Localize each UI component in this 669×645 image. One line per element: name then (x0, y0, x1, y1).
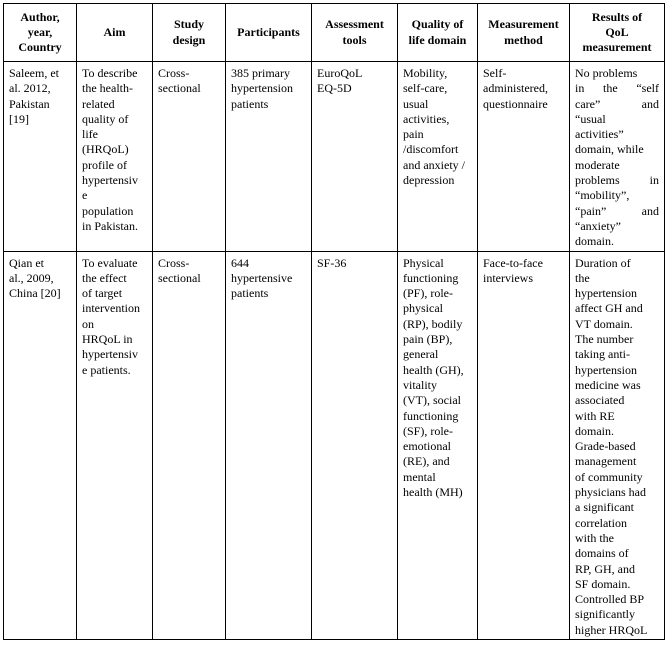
cell-tools (312, 251, 398, 639)
cell-text-line: Mobility, (403, 66, 448, 80)
column-header-line: Assessment (325, 17, 384, 32)
column-header-line: Quality of (411, 17, 464, 32)
table-row (4, 251, 665, 639)
cell-text-line: al., 2009, (9, 270, 54, 285)
cell-text-line: hypertension (231, 81, 293, 96)
cell-text-line: patients (231, 96, 269, 111)
cell-text-line: functioning (403, 270, 459, 285)
cell-text-line: with RE (575, 408, 615, 423)
column-header-results (570, 4, 665, 62)
cell-author (4, 62, 77, 252)
cell-domain (398, 251, 478, 639)
cell-text-line: general (403, 347, 439, 362)
cell-text-line: (HRQoL) (82, 142, 129, 157)
cell-text-line: taking anti- (575, 347, 630, 362)
cell-text-line: /discomfort (403, 142, 459, 157)
column-header-aim (77, 4, 153, 62)
cell-text-line: Self- (483, 66, 507, 80)
cell-text-line: China [20] (9, 286, 61, 301)
cell-text-line: depression (403, 173, 455, 188)
cell-text-line: Saleem, et (9, 66, 59, 80)
cell-text-line: associated (575, 393, 625, 408)
cell-text-line: emotional (403, 439, 451, 454)
cell-text-line: RP, GH, and (575, 561, 636, 576)
cell-text-line: higher HRQoL (575, 622, 648, 637)
column-header-line: year, (27, 24, 53, 39)
cell-text-line: hypertensiv (82, 173, 138, 188)
column-header-line: Results of (591, 9, 643, 24)
column-header-line: life domain (408, 32, 467, 47)
cell-text-line: EuroQoL (317, 66, 363, 80)
cell-text-line: care” and (575, 96, 659, 111)
column-header-method (478, 4, 570, 62)
cell-text-line: 644 (231, 255, 249, 270)
cell-text-line: affect GH and (575, 301, 643, 316)
cell-text-line: of target (82, 286, 123, 301)
cell-text-line: Qian et (9, 255, 44, 270)
cell-text-line: Physical (403, 255, 444, 270)
column-header-line: Study (173, 17, 205, 32)
cell-text-line: The number (575, 332, 634, 347)
cell-text-line: al. 2012, (9, 81, 51, 96)
column-header-line: method (504, 32, 543, 47)
cell-text-line: administered, (483, 81, 548, 96)
cell-text-line: VT domain. (575, 316, 633, 331)
cell-text-line: (VT), social (403, 393, 461, 408)
cell-text-line: “usual (575, 111, 606, 126)
literature-review-table (3, 3, 665, 640)
cell-text-line: hypertension (575, 362, 637, 377)
cell-results (570, 62, 665, 252)
cell-text-line: significantly (575, 607, 635, 622)
cell-text-line: management (575, 454, 637, 469)
cell-participants (226, 251, 312, 639)
column-header-line: Aim (103, 24, 126, 39)
cell-text-line: on (82, 316, 94, 331)
cell-text-line: related (82, 96, 115, 111)
column-header-domain (398, 4, 478, 62)
cell-text-line: and anxiety / (403, 157, 465, 172)
cell-text-line: activities, (403, 111, 450, 126)
cell-text-line: medicine was (575, 377, 641, 392)
column-header-line: Author, (20, 9, 60, 24)
cell-author (4, 251, 77, 639)
cell-text-line: To describe (82, 66, 138, 80)
cell-text-line: e patients. (82, 362, 131, 377)
column-header-line: tools (342, 32, 367, 47)
cell-text-line: sectional (158, 270, 201, 285)
cell-text-line: Cross- (158, 66, 190, 80)
cell-text-line: of community (575, 469, 643, 484)
cell-text-line: domain. (575, 234, 614, 249)
column-header-participants (226, 4, 312, 62)
cell-text-line: intervention (82, 301, 140, 316)
cell-text-line: problems in (575, 173, 659, 188)
cell-text-line: a significant (575, 500, 634, 515)
cell-text-line: domain. (575, 423, 614, 438)
cell-text-line: Grade-based (575, 439, 636, 454)
cell-aim (77, 62, 153, 252)
cell-text-line: EQ-5D (317, 81, 352, 96)
cell-text-line: the effect (82, 270, 127, 285)
cell-text-line: pain (BP), (403, 332, 453, 347)
cell-aim (77, 251, 153, 639)
table-row (4, 62, 665, 252)
cell-text-line: No problems (575, 66, 638, 80)
cell-domain (398, 62, 478, 252)
cell-text-line: e (82, 188, 88, 203)
cell-participants (226, 62, 312, 252)
cell-text-line: pain (403, 127, 424, 142)
column-header-line: QoL (605, 24, 629, 39)
cell-results (570, 251, 665, 639)
cell-text-line: physical (403, 301, 443, 316)
cell-text-line: moderate (575, 157, 620, 172)
column-header-line: Measurement (488, 17, 559, 32)
cell-text-line: health (GH), (403, 362, 464, 377)
cell-text-line: domain, while (575, 142, 644, 157)
cell-text-line: Face-to-face (483, 255, 543, 270)
cell-text-line: hypertensiv (82, 347, 138, 362)
cell-text-line: the (575, 270, 590, 285)
cell-design (153, 251, 226, 639)
cell-text-line: Pakistan (9, 96, 50, 111)
column-header-design (153, 4, 226, 62)
cell-text-line: in the “self (575, 81, 659, 96)
cell-tools (312, 62, 398, 252)
cell-text-line: the health- (82, 81, 133, 96)
cell-text-line: vitality (403, 377, 437, 392)
cell-method (478, 62, 570, 252)
column-header-line: measurement (582, 40, 652, 55)
column-header-author (4, 4, 77, 62)
cell-text-line: Cross- (158, 255, 190, 270)
column-header-tools (312, 4, 398, 62)
column-header-line: design (172, 32, 206, 47)
cell-text-line: SF domain. (575, 576, 631, 591)
cell-text-line: questionnaire (483, 96, 548, 111)
cell-text-line: domains of (575, 546, 629, 561)
cell-design (153, 62, 226, 252)
cell-text-line: activities” (575, 127, 624, 142)
column-header-line: Country (18, 40, 62, 55)
cell-text-line: health (MH) (403, 485, 463, 500)
cell-text-line: To evaluate (82, 255, 138, 270)
cell-text-line: HRQoL in (82, 332, 133, 347)
table-header (4, 4, 665, 62)
header-row (4, 4, 665, 62)
cell-text-line: interviews (483, 270, 533, 285)
cell-text-line: population (82, 203, 134, 218)
cell-text-line: “mobility”, (575, 188, 630, 203)
cell-text-line: (RE), and (403, 454, 450, 469)
cell-text-line: “pain” and (575, 203, 659, 218)
cell-text-line: (PF), role- (403, 286, 453, 301)
cell-text-line: physicians had (575, 485, 646, 500)
cell-text-line: Duration of (575, 255, 631, 270)
column-header-line: Participants (237, 24, 300, 39)
cell-text-line: in Pakistan. (82, 218, 138, 233)
cell-text-line: “anxiety” (575, 218, 621, 233)
cell-method (478, 251, 570, 639)
cell-text-line: (SF), role- (403, 423, 453, 438)
cell-text-line: with the (575, 530, 614, 545)
cell-text-line: profile of (82, 157, 127, 172)
cell-text-line: mental (403, 469, 436, 484)
cell-text-line: life (82, 127, 98, 142)
cell-text-line: 385 primary (231, 66, 290, 80)
cell-text-line: patients (231, 286, 269, 301)
cell-text-line: quality of (82, 111, 129, 126)
cell-text-line: sectional (158, 81, 201, 96)
cell-text-line: Controlled BP (575, 592, 645, 607)
table-body (4, 62, 665, 640)
cell-text-line: usual (403, 96, 429, 111)
cell-text-line: correlation (575, 515, 627, 530)
cell-text-line: hypertensive (231, 270, 293, 285)
cell-text-line: [19] (9, 111, 29, 126)
cell-text-line: functioning (403, 408, 459, 423)
cell-text-line: SF-36 (317, 255, 347, 270)
cell-text-line: (RP), bodily (403, 316, 463, 331)
cell-text-line: hypertension (575, 286, 637, 301)
cell-text-line: self-care, (403, 81, 448, 96)
